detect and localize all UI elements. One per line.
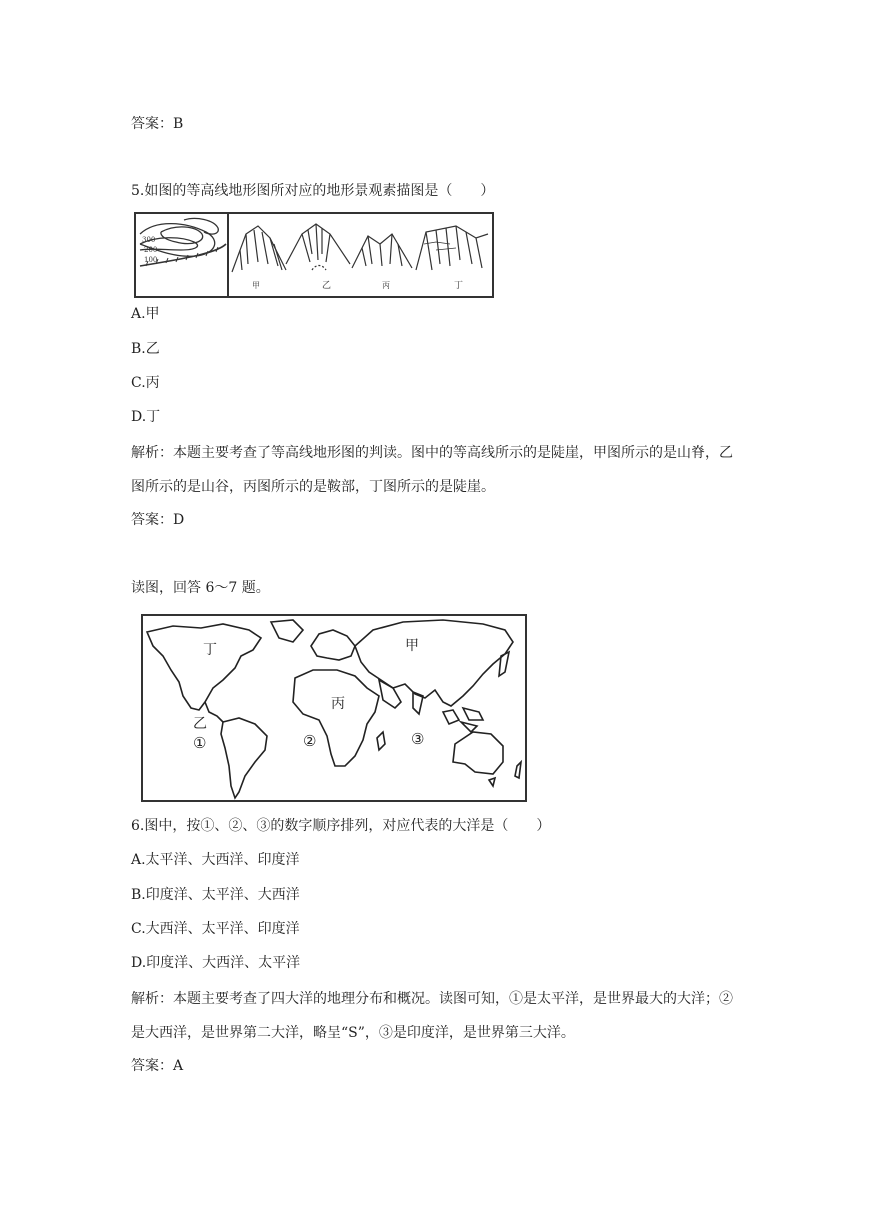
q5-analysis: 解析：本题主要考查了等高线地形图的判读。图中的等高线所示的是陡崖，甲图所示的是山脊，乙图所示的是山谷，丙图所示的是鞍部，丁图所示的是陡崖。 [131,445,733,495]
sketch-ding [416,226,488,270]
panel-label-ding: 丁 [454,281,464,291]
region-label-bing: 丙 [331,696,345,712]
panel-label-jia: 甲 [252,281,260,290]
q6-answer: 答案：A [131,1058,184,1074]
world-map-figure [141,614,527,802]
q6-option-b: B.印度洋、太平洋、大西洋 [131,887,300,903]
contour-label-200: 200 [144,246,158,254]
q6-option-d: D.印度洋、大西洋、太平洋 [131,955,301,971]
region-label-ding: 丁 [203,642,217,658]
region-label-yi: 乙 [193,716,207,732]
q5-answer: 答案：D [131,512,185,528]
q6-question: 6.图中，按①、②、③的数字顺序排列，对应代表的大洋是（ ） [131,818,551,834]
sketch-jia [232,226,286,272]
q5-question: 5.如图的等高线地形图所对应的地形景观素描图是（ ） [131,183,495,199]
ocean-marker-3: ③ [411,730,425,748]
intro-questions-6-7: 读图，回答 6～7 题。 [131,580,270,596]
ocean-marker-1: ① [193,734,207,752]
q6-option-c: C.大西洋、太平洋、印度洋 [131,921,300,937]
panel-label-bing: 丙 [382,281,390,290]
contour-label-300: 300 [142,236,156,244]
world-map-drawing [143,616,525,800]
sketch-bing [352,234,412,268]
q5-contour-figure [134,212,494,298]
q6-analysis: 解析：本题主要考查了四大洋的地理分布和概况。读图可知，①是太平洋，是世界最大的大洋；②是大西洋，是世界第二大洋，略呈“S”，③是印度洋，是世界第三大洋。 [131,991,733,1041]
q4-answer: 答案：B [131,116,184,132]
q5-option-c: C.丙 [131,375,160,391]
q5-option-d: D.丁 [131,409,161,425]
q5-option-a: A.甲 [131,306,160,322]
sketch-yi [286,224,350,270]
panel-label-yi: 乙 [322,281,332,291]
q5-option-b: B.乙 [131,341,160,357]
contour-label-100: 100 [144,256,158,264]
q6-option-a: A.太平洋、大西洋、印度洋 [131,852,300,868]
q5-figure-drawing [136,214,492,296]
ocean-marker-2: ② [303,732,317,750]
region-label-jia: 甲 [405,638,419,654]
